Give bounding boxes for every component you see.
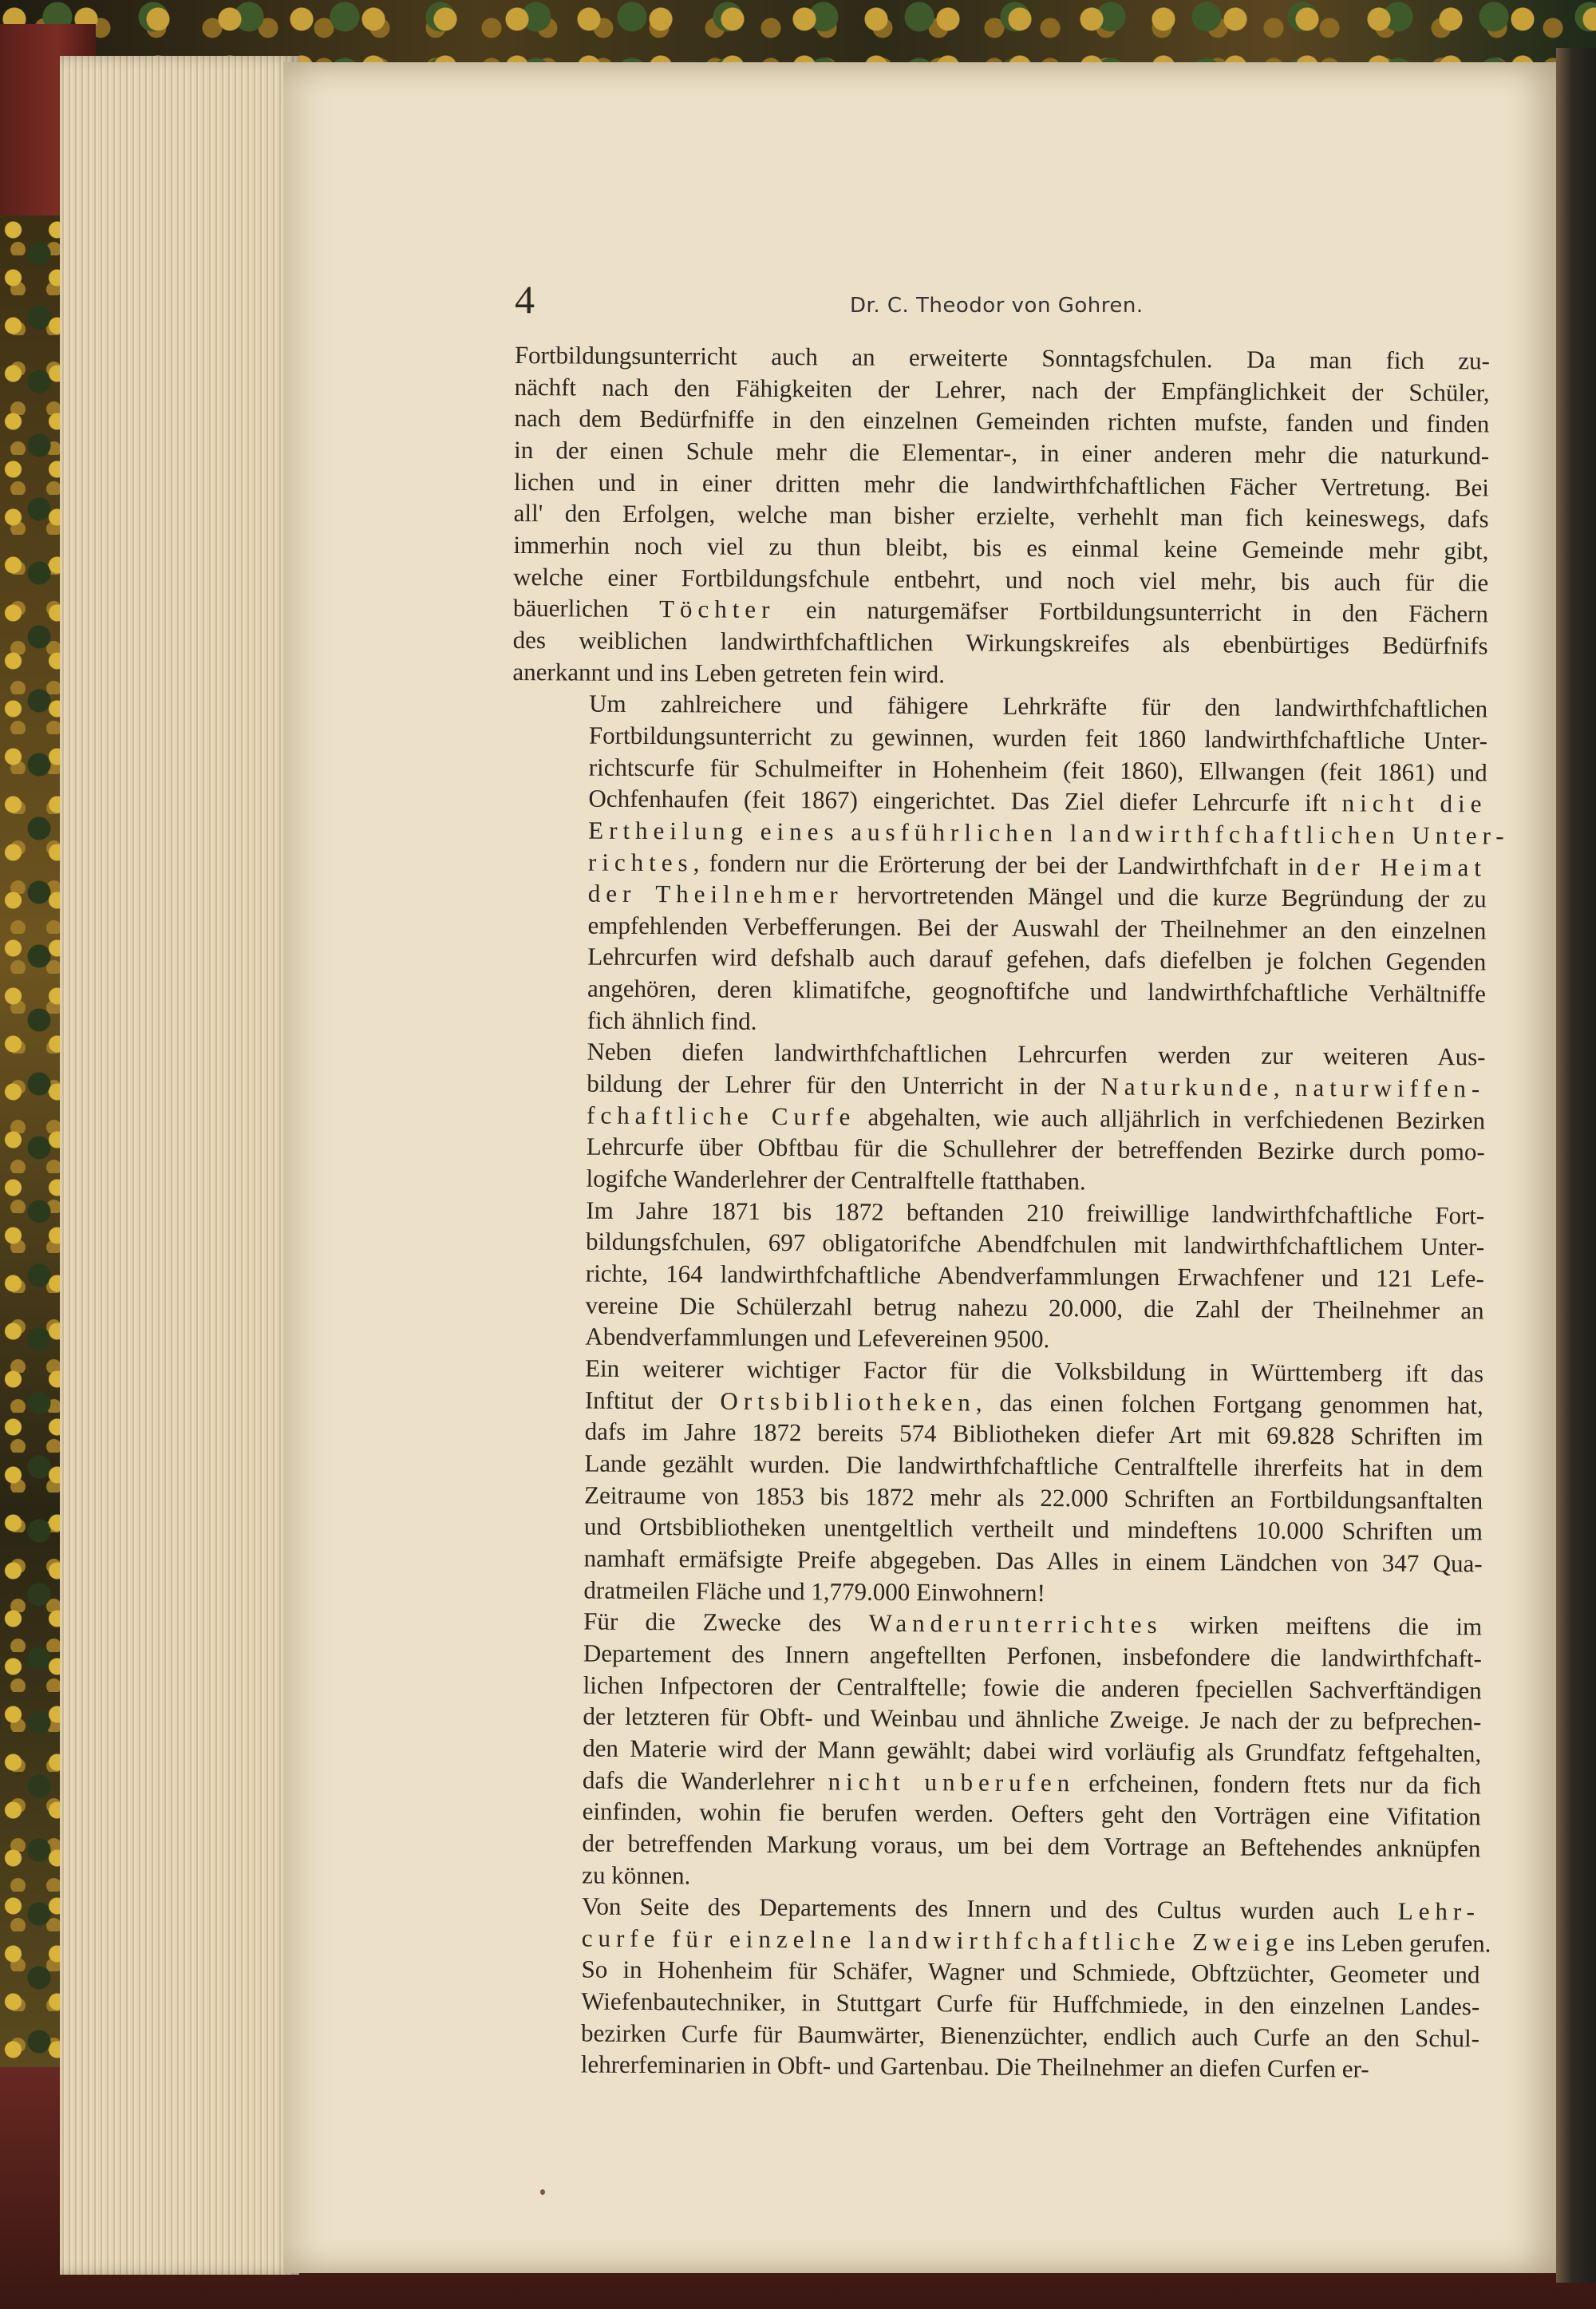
text-run: namhaft ermäfsigte Preife abgegeben. Das Alles in einem Ländchen von 347 Qua- <box>583 1544 1483 1578</box>
spaced-emphasis: Naturkunde <box>1100 1072 1274 1101</box>
text-line <box>504 2048 1479 2086</box>
text-run: fich ähnlich find. <box>587 1006 757 1035</box>
text-run: So in Hohenheim für Schäfer, Wagner und Schmiede, Obftzüchter, Geometer und <box>581 1955 1480 1989</box>
text-run: Zeitraume von 1853 bis 1872 mehr als 22.000 Schriften an Fortbildungsanftalten <box>584 1481 1483 1515</box>
text-run: abgehalten, wie auch alljährlich in verfchiedenen Bezirken <box>855 1102 1486 1135</box>
text-run: Um zahlreichere und fähigere Lehrkräfte für den landwirthfchaftlichen <box>589 689 1488 723</box>
text-line <box>508 1352 1483 1390</box>
text-line <box>508 1542 1483 1580</box>
text-line <box>505 1827 1480 1864</box>
text-run: Inftitut der <box>584 1386 721 1415</box>
spaced-emphasis: fchaftliche Curfe <box>586 1101 856 1131</box>
gutter-shadow <box>1556 48 1596 2283</box>
spaced-emphasis: nicht die <box>1341 789 1487 818</box>
text-run: immerhin noch viel zu thun bleibt, bis es einmal keine Gemeinde mehr gibt, <box>513 530 1489 565</box>
text-run: Lehrcurfen wird defshalb auch darauf gefehen, dafs diefelben je folchen Gegenden <box>587 943 1487 976</box>
text-run: anerkannt und ins Leben getreten fein wird. <box>512 657 946 688</box>
spaced-emphasis: der Heimat <box>1316 852 1487 881</box>
text-run: Lehrcurfe über Obftbau für die Schullehrer der betreffenden Bezirke durch pomo- <box>586 1132 1485 1166</box>
text-line <box>513 624 1488 662</box>
paragraph <box>509 1035 1485 1200</box>
paragraph <box>511 687 1510 1042</box>
text-line <box>515 339 1490 377</box>
text-run: erfcheinen, fondern ftets nur da fich <box>1075 1768 1482 1799</box>
text-line <box>514 434 1489 472</box>
spaced-emphasis: Ertheilung eines ausführlichen landwirthfchaftlichen Unter- <box>588 816 1510 850</box>
text-run: Abendverfammlungen und Lefevereinen 9500. <box>585 1322 1050 1354</box>
text-line <box>513 529 1488 567</box>
spaced-emphasis: nicht unberufen <box>828 1766 1076 1797</box>
text-run: vereine Die Schülerzahl betrug nahezu 20.000, die Zahl der Theilnehmer an <box>585 1291 1484 1325</box>
text-line <box>506 1732 1481 1769</box>
text-run: bäuerlichen <box>512 594 660 623</box>
text-run: des weiblichen landwirthfchaftlichen Wirkungskreifes als ebenbürtiges Bedürfnifs <box>512 625 1488 660</box>
spaced-emphasis: der Theilnehmer <box>587 879 843 909</box>
text-run: bildung der Lehrer für den Unterricht in der <box>587 1069 1101 1101</box>
page-header <box>515 279 1488 327</box>
text-run: Fortbildungsunterricht zu gewinnen, wurden feit 1860 landwirthfchaftliche Unter- <box>588 721 1488 755</box>
running-head: Dr. C. Theodor von Gohren. <box>850 294 1144 318</box>
text-line <box>509 1257 1484 1295</box>
text-run: Ein weiterer wichtiger Factor für die Volksbildung in Württemberg ift das <box>585 1354 1484 1388</box>
text-run: der betreffenden Markung voraus, um bei dem Vortrage an Beftehendes anknüpfen <box>582 1829 1481 1863</box>
text-run: der letzteren für Obft- und Weinbau und ähnliche Zweige. Je nach der zu befprechen- <box>583 1702 1482 1736</box>
spaced-emphasis: Ortsbibliotheken <box>720 1386 976 1417</box>
paragraph <box>507 1352 1483 1611</box>
text-run: nächft nach den Fähigkeiten der Lehrer, nach der Empfänglichkeit der Schüler, <box>514 372 1490 407</box>
paragraph <box>505 1605 1482 1896</box>
text-run: richtscurfe für Schulmeifter in Hohenheim (feit 1860), Ellwangen (feit 1861) und <box>588 753 1487 786</box>
text-run: einfinden, wohin fie berufen werden. Oefters geht den Vorträgen eine Vifitation <box>582 1797 1481 1831</box>
text-run: nach dem Bedürfniffe in den einzelnen Gemeinden richten mufste, fanden und finden <box>514 404 1490 438</box>
text-run: Neben diefen landwirthfchaftlichen Lehrcurfen werden zur weiteren Aus- <box>587 1038 1486 1071</box>
text-run: Von Seite des Departements des Innern und des Cultus wurden auch <box>581 1892 1398 1925</box>
text-run: wirken meiftens die im <box>1162 1611 1483 1641</box>
text-run: lichen und in einer dritten mehr die landwirthfchaftlichen Fächer Vertretung. Bei <box>513 467 1489 502</box>
paragraph <box>512 339 1490 694</box>
text-run: Für die Zwecke des <box>583 1607 869 1637</box>
paragraph <box>504 1890 1491 2086</box>
spaced-emphasis: richtes <box>587 848 693 876</box>
page-number: 4 <box>515 277 535 322</box>
text-run: empfehlenden Verbefferungen. Bei der Auswahl der Theilnehmer an den einzelnen <box>587 911 1487 945</box>
text-run: Fortbildungsunterricht auch an erweiterte Sonntagsfchulen. Da man fich zu- <box>514 340 1490 375</box>
text-run: bezirken Curfe für Baumwärter, Bienenzüchter, endlich auch Curfe an den Schul- <box>580 2018 1480 2053</box>
text-run: dratmeilen Fläche und 1,779.000 Einwohnern! <box>583 1576 1046 1607</box>
text-run: dafs die Wanderlehrer <box>582 1765 828 1795</box>
text-run: , fondern nur die Erörterung der bei der Landwirthfchaft in <box>693 848 1317 880</box>
text-run: Departement des Innern angeftellten Perfonen, insbefondere die landwirthfchaft- <box>583 1639 1483 1673</box>
ink-speck <box>540 2189 545 2195</box>
text-line <box>512 719 1487 757</box>
text-run: Lande gezählt wurden. Die landwirthfchaftliche Centralftelle ihrerfeits hat in dem <box>584 1449 1483 1483</box>
text-run: richte, 164 landwirthfchaftliche Abendverfammlungen Erwachfener und 121 Lefe- <box>585 1259 1484 1293</box>
text-run: ins Leben gerufen. <box>1300 1927 1491 1958</box>
text-run: und Ortsbibliotheken unentgeltlich vertheilt und mindeftens 10.000 Schriften um <box>583 1512 1483 1546</box>
text-run: lichen Infpectoren der Centralftelle; fowie die anderen fpeciellen Sachverftändigen <box>583 1670 1482 1704</box>
text-run: angehören, deren klimatifche, geognoftifche und landwirthfchaftliche Verhältniffe <box>587 974 1487 1008</box>
text-run: , <box>1273 1073 1296 1102</box>
text-run: Ochfenhaufen (feit 1867) eingerichtet. Das Ziel diefer Lehrcurfe ift <box>588 784 1342 817</box>
text-run: logifche Wanderlehrer der Centralftelle ftatthaben. <box>586 1164 1086 1196</box>
text-run: in der einen Schule mehr die Elementar-, in einer anderen mehr die naturkund- <box>514 435 1490 470</box>
spaced-emphasis: Wanderunterrichtes <box>868 1608 1163 1639</box>
body-text <box>504 339 1510 2086</box>
text-run: ein naturgemäfser Fortbildungsunterricht in den Fächern <box>775 595 1489 628</box>
text-run: all' den Erfolgen, welche man bisher erzielte, verhehlt man fich keineswegs, dafs <box>513 499 1489 533</box>
spaced-emphasis: Lehr- <box>1397 1896 1481 1926</box>
text-run: Wiefenbautechniker, in Stuttgart Curfe für Huffchmiede, in den einzelnen Landes- <box>581 1987 1480 2021</box>
text-line <box>508 1447 1483 1485</box>
text-run: , das einen folchen Fortgang genommen hat, <box>975 1388 1483 1420</box>
marbled-cover-left <box>0 215 60 2067</box>
text-run: dafs im Jahre 1872 bereits 574 Bibliotheken diefer Art mit 69.828 Schriften im <box>584 1417 1483 1451</box>
text-run: welche einer Fortbildungsfchule entbehrt, und noch viel mehr, bis auch für die <box>513 562 1489 597</box>
text-run: hervortretenden Mängel und die kurze Begründung der zu <box>843 880 1487 913</box>
text-run: Im Jahre 1871 bis 1872 beftanden 210 freiwillige landwirthfchaftliche Fort- <box>586 1196 1485 1230</box>
text-run: zu können. <box>582 1860 691 1889</box>
text-line <box>512 814 1510 852</box>
paragraph <box>508 1194 1484 1358</box>
text-run: den Materie wird der Mann gewählt; dabei wird vorläufig als Grundfatz feftgehalten, <box>583 1734 1482 1768</box>
text-run: lehrerfeminarien in Obft- und Gartenbau. Die Theilnehmer an diefen Curfen er- <box>580 2050 1369 2084</box>
text-run: bildungsfchulen, 697 obligatorifche Abendfchulen mit landwirthfchaftlichem Unter- <box>585 1227 1485 1261</box>
text-line <box>507 1637 1482 1674</box>
spaced-emphasis: Töchter <box>658 595 776 624</box>
spaced-emphasis: naturwiffen- <box>1294 1073 1486 1103</box>
page-edges <box>60 56 299 2275</box>
spaced-emphasis: curfe für einzelne landwirthfchaftliche Zweige <box>581 1924 1301 1956</box>
